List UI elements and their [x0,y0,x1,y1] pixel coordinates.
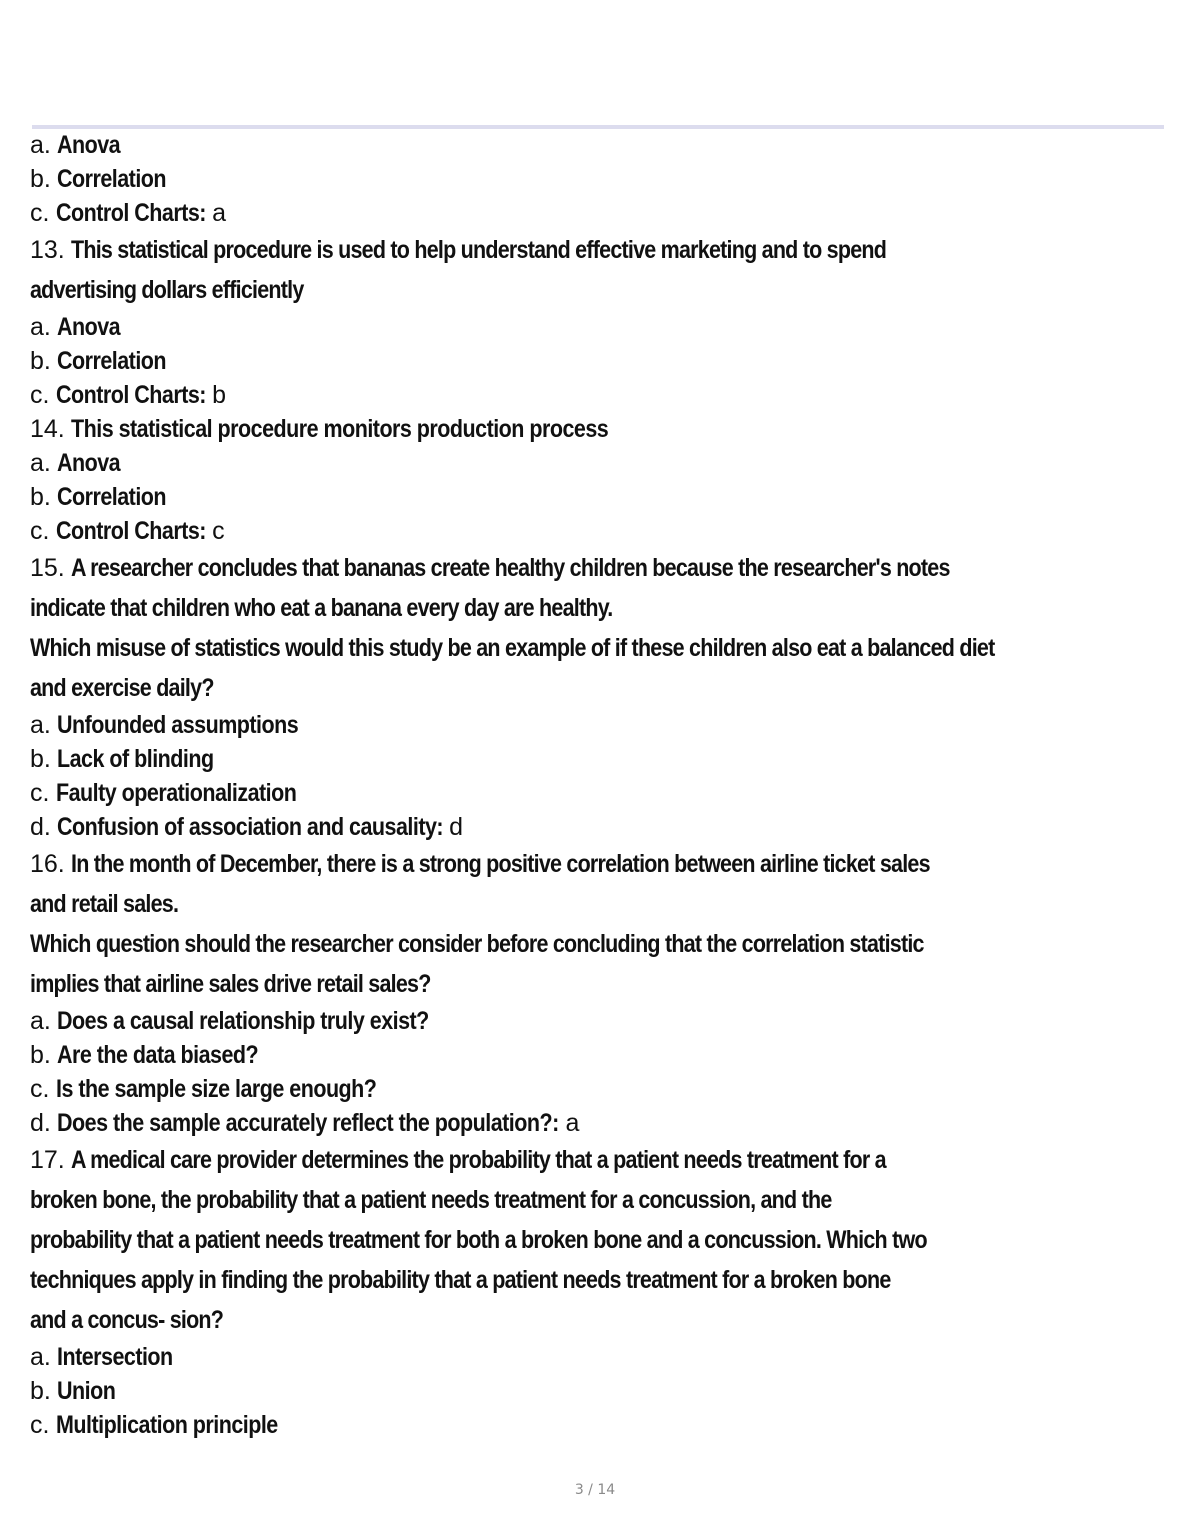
item-marker: b. [30,165,51,193]
item-text: probability that a patient needs treatment for both a broken bone and a concussion. Which two [30,1226,927,1254]
item-text: A medical care provider determines the probability that a patient needs treatment for a [70,1146,886,1174]
item-text: Control Charts: [55,381,206,409]
item-marker: b. [30,1041,51,1069]
answer-key: a [565,1109,580,1137]
answer-option [30,1072,1190,1106]
item-marker: 15. [30,554,65,582]
item-marker: b. [30,347,51,375]
answer-key: d [449,813,464,841]
item-text: techniques apply in finding the probability that a patient needs treatment for a broken bone [30,1266,891,1294]
item-marker: b. [30,1377,51,1405]
answer-option [30,412,1190,446]
answer-option [30,196,1190,230]
question-continuation [30,924,1190,964]
item-text: Is the sample size large enough? [55,1075,377,1103]
answer-option [30,128,1190,162]
item-text: Anova [57,313,121,341]
item-text: Intersection [57,1343,173,1371]
item-text: A researcher concludes that bananas create healthy children because the researcher's notes [70,554,950,582]
item-text: and retail sales. [30,890,179,918]
question-text [30,230,1190,270]
item-marker: c. [30,1075,50,1103]
answer-option [30,480,1190,514]
item-text: Lack of blinding [57,745,214,773]
item-text: Unfounded assumptions [57,711,299,739]
answer-option [30,162,1190,196]
answer-option [30,708,1190,742]
answer-option [30,344,1190,378]
question-continuation [30,628,1190,668]
question-continuation [30,964,1190,1004]
item-marker: a. [30,131,51,159]
question-continuation [30,270,1190,310]
item-marker: c. [30,517,50,545]
answer-option [30,514,1190,548]
answer-option [30,1374,1190,1408]
item-text: Multiplication principle [55,1411,278,1439]
item-text: Which misuse of statistics would this study be an example of if these children also eat a balanced diet [30,634,995,662]
item-text: Faulty operationalization [55,779,297,807]
item-text: Confusion of association and causality: [57,813,444,841]
item-marker: 13. [30,236,65,264]
item-text: Correlation [57,347,167,375]
item-text: Which question should the researcher consider before concluding that the correlation statistic [30,930,924,958]
item-marker: a. [30,313,51,341]
item-text: and a concus- sion? [30,1306,224,1334]
item-marker: 14. [30,415,65,443]
question-text [30,548,1190,588]
item-marker: a. [30,711,51,739]
item-text: Anova [57,131,121,159]
item-text: Does the sample accurately reflect the population?: [57,1109,559,1137]
item-marker: 17. [30,1146,65,1174]
item-marker: c. [30,381,50,409]
answer-option [30,310,1190,344]
answer-option [30,742,1190,776]
answer-option [30,1004,1190,1038]
document-body [30,128,1190,1442]
answer-option [30,1038,1190,1072]
item-marker: b. [30,745,51,773]
item-marker: a. [30,1343,51,1371]
item-marker: c. [30,199,50,227]
item-marker: c. [30,779,50,807]
item-text: Control Charts: [55,199,206,227]
item-text: Are the data biased? [57,1041,259,1069]
question-continuation [30,1260,1190,1300]
item-text: In the month of December, there is a strong positive correlation between airline ticket sales [70,850,930,878]
item-text: indicate that children who eat a banana every day are healthy. [30,594,613,622]
item-marker: c. [30,1411,50,1439]
item-marker: d. [30,1109,51,1137]
item-text: broken bone, the probability that a patient needs treatment for a concussion, and the [30,1186,832,1214]
item-text: Control Charts: [55,517,206,545]
item-marker: b. [30,483,51,511]
question-continuation [30,1300,1190,1340]
item-marker: d. [30,813,51,841]
answer-option [30,446,1190,480]
item-text: This statistical procedure monitors production process [71,415,609,443]
item-text: implies that airline sales drive retail sales? [30,970,431,998]
page-number: 3 / 14 [574,1482,616,1498]
item-text: Correlation [57,165,167,193]
question-text [30,844,1190,884]
answer-option [30,1408,1190,1442]
item-text: and exercise daily? [30,674,214,702]
item-text: Correlation [57,483,167,511]
answer-option [30,776,1190,810]
item-text: Does a causal relationship truly exist? [57,1007,430,1035]
answer-key: b [212,381,226,409]
question-continuation [30,884,1190,924]
item-text: advertising dollars efficiently [30,276,304,304]
item-marker: a. [30,1007,51,1035]
question-continuation [30,668,1190,708]
question-continuation [30,1180,1190,1220]
question-continuation [30,588,1190,628]
answer-option [30,1106,1190,1140]
answer-option [30,810,1190,844]
question-continuation [30,1220,1190,1260]
item-marker: 16. [30,850,65,878]
item-text: This statistical procedure is used to help understand effective marketing and to spend [70,236,886,264]
item-text: Union [57,1377,116,1405]
answer-key: a [212,199,226,227]
answer-key: c [212,517,225,545]
item-text: Anova [57,449,121,477]
item-marker: a. [30,449,51,477]
answer-option [30,1340,1190,1374]
answer-option [30,378,1190,412]
question-text [30,1140,1190,1180]
